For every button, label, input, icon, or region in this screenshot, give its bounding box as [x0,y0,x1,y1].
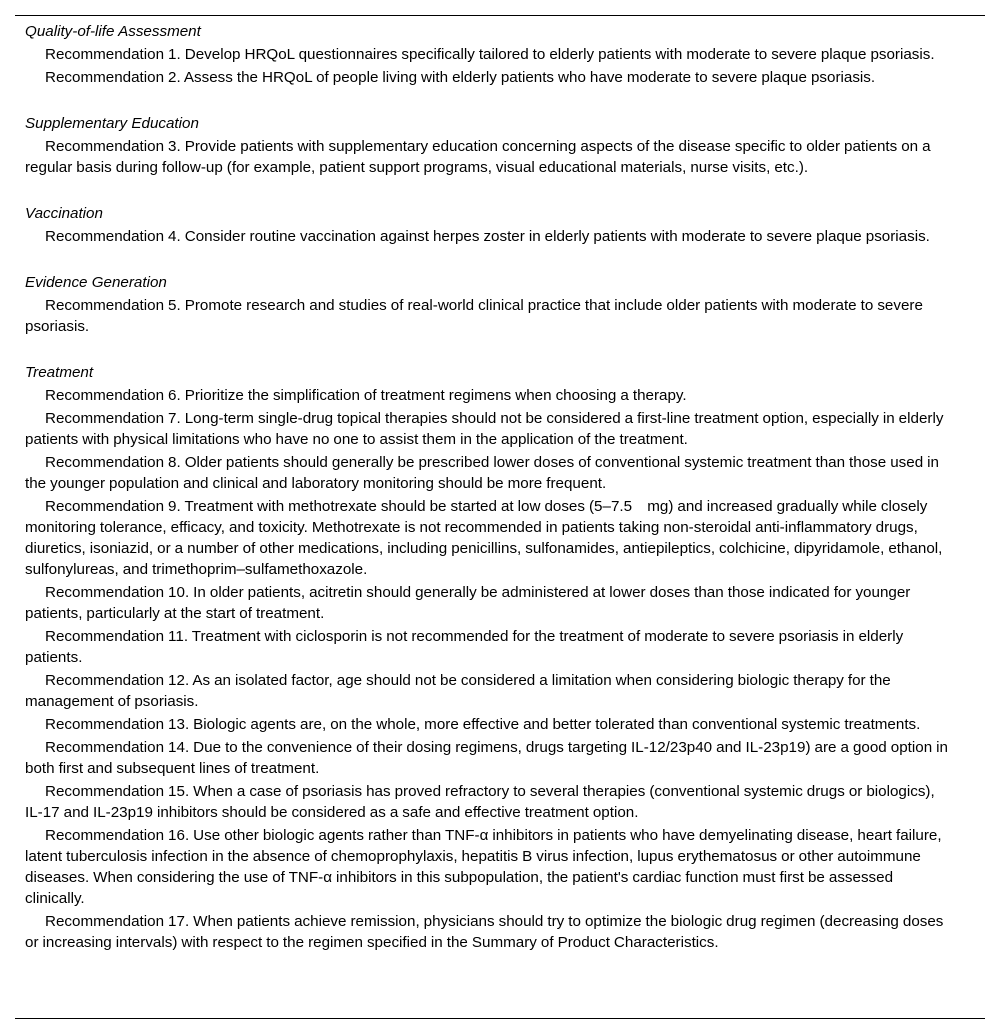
recommendation-17: Recommendation 17. When patients achieve remission, physicians should try to optimize the biologic drug regimen (decreasing doses or increasing intervals) with respect to the regimen specified in the Summary of Product Characteristics. [25,913,944,951]
recommendation-4: Recommendation 4. Consider routine vaccination against herpes zoster in elderly patients with moderate to severe plaque psoriasis. [45,228,930,245]
recommendations-table [15,15,985,1019]
section-supplementary-education [25,113,950,178]
recommendation-3: Recommendation 3. Provide patients with supplementary education concerning aspects of the disease specific to older patients on a regular basis during follow-up (for example, patient support programs, visual educational materials, nurse visits, etc.). [25,138,931,176]
recommendations-content [25,19,950,953]
section-heading: Supplementary Education [25,115,199,132]
recommendation-13: Recommendation 13. Biologic agents are, on the whole, more effective and better tolerated than conventional systemic treatments. [45,716,921,733]
section-heading: Quality-of-life Assessment [25,23,201,40]
recommendation-10: Recommendation 10. In older patients, acitretin should generally be administered at lower doses than those indicated for younger patients, particularly at the start of treatment. [25,584,911,622]
section-vaccination [25,203,950,247]
recommendation-7: Recommendation 7. Long-term single-drug topical therapies should not be considered a first-line treatment option, especially in elderly patients with physical limitations who have no one to assist them in the application of the treatment. [25,410,944,448]
section-heading: Treatment [25,364,94,381]
recommendation-11: Recommendation 11. Treatment with ciclosporin is not recommended for the treatment of moderate to severe psoriasis in elderly patients. [25,628,904,666]
section-quality-of-life [25,21,950,88]
section-gap [25,247,950,270]
recommendation-14: Recommendation 14. Due to the convenience of their dosing regimens, drugs targeting IL-12/23p40 and IL-23p19) are a good option in both first and subsequent lines of treatment. [25,739,948,777]
recommendation-9: Recommendation 9. Treatment with methotrexate should be started at low doses (5–7.5 mg) and increased gradually while closely monitoring tolerance, efficacy, and toxicity. Methotrexate is not recommended in patients taking non-steroidal anti-inflammatory drugs, diuretics, isoniazid, or a number of other medications, including penicillins, sulfonamides, antiepileptics, colchicine, dipyridamole, ethanol, sulfonylureas, and trimethoprim–sulfamethoxazole. [25,498,943,578]
recommendation-5: Recommendation 5. Promote research and studies of real-world clinical practice that include older patients with moderate to severe psoriasis. [25,297,923,335]
section-gap [25,88,950,111]
recommendation-8: Recommendation 8. Older patients should generally be prescribed lower doses of conventional systemic treatment than those used in the younger population and clinical and laboratory monitoring should be more frequent. [25,454,940,492]
section-treatment [25,362,950,953]
recommendation-6: Recommendation 6. Prioritize the simplification of treatment regimens when choosing a therapy. [45,387,687,404]
section-evidence-generation [25,272,950,337]
recommendation-16: Recommendation 16. Use other biologic agents rather than TNF-α inhibitors in patients who have demyelinating disease, heart failure, latent tuberculosis infection in the absence of chemoprophylaxis, hepatitis B virus infection, lupus erythematosus or other autoimmune diseases. When considering the use of TNF-α inhibitors in this subpopulation, the patient's cardiac function must first be assessed clinically. [25,827,942,907]
section-heading: Evidence Generation [25,274,167,291]
section-gap [25,337,950,360]
section-gap [25,178,950,201]
recommendation-12: Recommendation 12. As an isolated factor, age should not be considered a limitation when considering biologic therapy for the management of psoriasis. [25,672,891,710]
recommendation-15: Recommendation 15. When a case of psoriasis has proved refractory to several therapies (conventional systemic drugs or biologics), IL-17 and IL-23p19 inhibitors should be considered as a safe and effective treatment option. [25,783,935,821]
section-heading: Vaccination [25,205,103,222]
recommendation-2: Recommendation 2. Assess the HRQoL of people living with elderly patients who have moderate to severe plaque psoriasis. [45,69,876,86]
recommendation-1: Recommendation 1. Develop HRQoL questionnaires specifically tailored to elderly patients with moderate to severe plaque psoriasis. [45,46,935,63]
